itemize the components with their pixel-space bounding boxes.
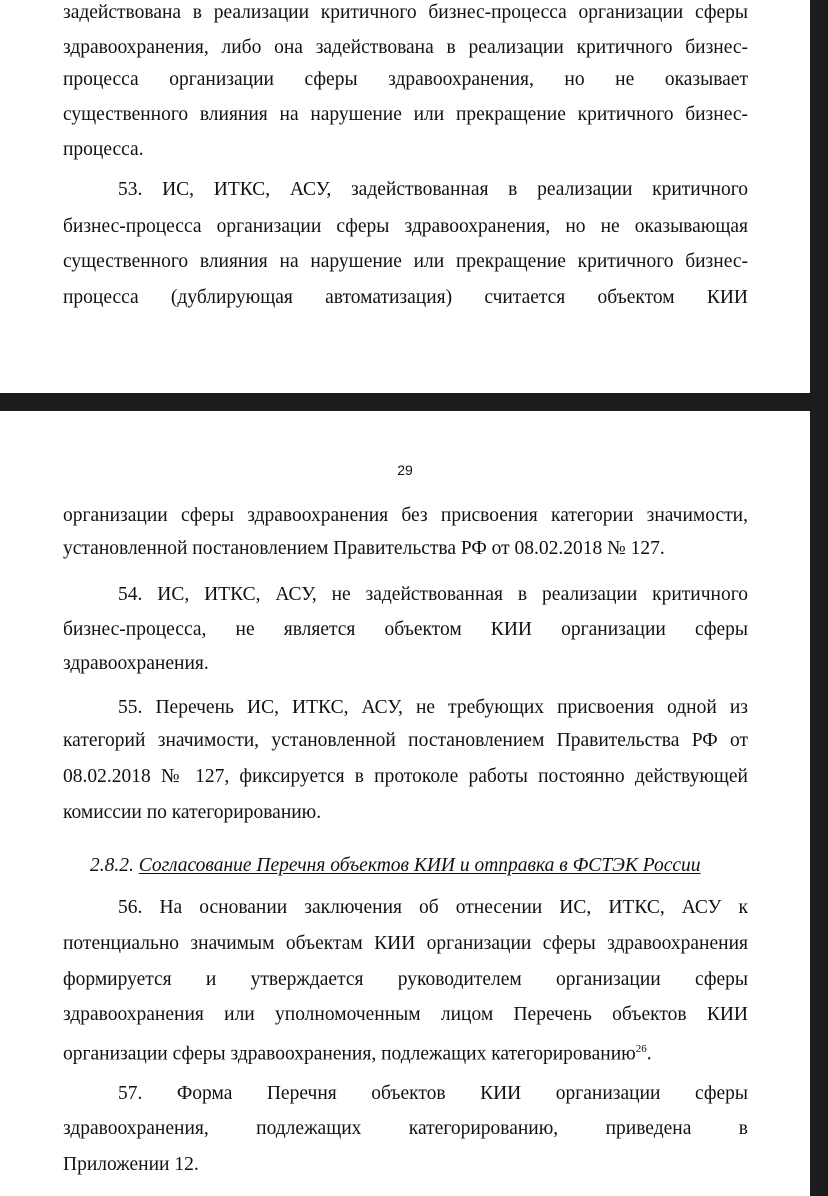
- text-line: здравоохранения или уполномоченным лицом Перечень объектов КИИ: [63, 1004, 748, 1025]
- text-line: здравоохранения, подлежащих категорированию, приведена в: [63, 1118, 748, 1139]
- text-line: задействована в реализации критичного бизнес-процесса организации сферы: [63, 2, 748, 23]
- text-line: бизнес-процесса, не является объектом КИИ организации сферы: [63, 619, 748, 640]
- text-line: 53. ИС, ИТКС, АСУ, задействованная в реализации критичного: [118, 179, 748, 200]
- text-line: организации сферы здравоохранения без присвоения категории значимости,: [63, 505, 748, 526]
- text-line: здравоохранения.: [63, 653, 209, 674]
- text-line: процесса.: [63, 139, 144, 160]
- text-line: процесса (дублирующая автоматизация) считается объектом КИИ: [63, 287, 748, 308]
- text-line: потенциально значимым объектам КИИ организации сферы здравоохранения: [63, 933, 748, 954]
- period: .: [646, 1043, 652, 1065]
- page-number: 29: [397, 462, 413, 478]
- text-line: категорий значимости, установленной постановлением Правительства РФ от: [63, 730, 748, 751]
- text-line: 56. На основании заключения об отнесении ИС, ИТКС, АСУ к: [118, 897, 748, 918]
- text-line: процесса организации сферы здравоохранения, но не оказывает: [63, 69, 748, 90]
- text-line: бизнес-процесса организации сферы здравоохранения, но не оказывающая: [63, 216, 748, 237]
- heading-number: 2.8.2.: [90, 855, 134, 876]
- text-line: формируется и утверждается руководителем организации сферы: [63, 969, 748, 990]
- text-line: 57. Форма Перечня объектов КИИ организации сферы: [118, 1083, 748, 1104]
- viewer-right-edge: [810, 0, 828, 1196]
- text-line: установленной постановлением Правительства РФ от 08.02.2018 № 127.: [63, 538, 665, 559]
- text-line: существенного влияния на нарушение или прекращение критичного бизнес-: [63, 104, 748, 125]
- text-line: 54. ИС, ИТКС, АСУ, не задействованная в реализации критичного: [118, 584, 748, 605]
- text-line: Приложении 12.: [63, 1154, 199, 1175]
- heading-title: Согласование Перечня объектов КИИ и отправка в ФСТЭК России: [138, 855, 701, 876]
- section-heading: [90, 855, 701, 877]
- footnote-reference[interactable]: 26: [635, 1043, 647, 1055]
- text-line: комиссии по категорированию.: [63, 802, 322, 823]
- text-line: 55. Перечень ИС, ИТКС, АСУ, не требующих присвоения одной из: [118, 697, 748, 718]
- page-separator: [0, 393, 828, 411]
- text-line-content: организации сферы здравоохранения, подлежащих категорированию: [63, 1043, 636, 1065]
- text-line: здравоохранения, либо она задействована в реализации критичного бизнес-: [63, 37, 748, 58]
- text-line: [63, 1037, 748, 1067]
- text-line: существенного влияния на нарушение или прекращение критичного бизнес-: [63, 251, 748, 272]
- text-line: 08.02.2018 № 127, фиксируется в протоколе работы постоянно действующей: [63, 766, 748, 787]
